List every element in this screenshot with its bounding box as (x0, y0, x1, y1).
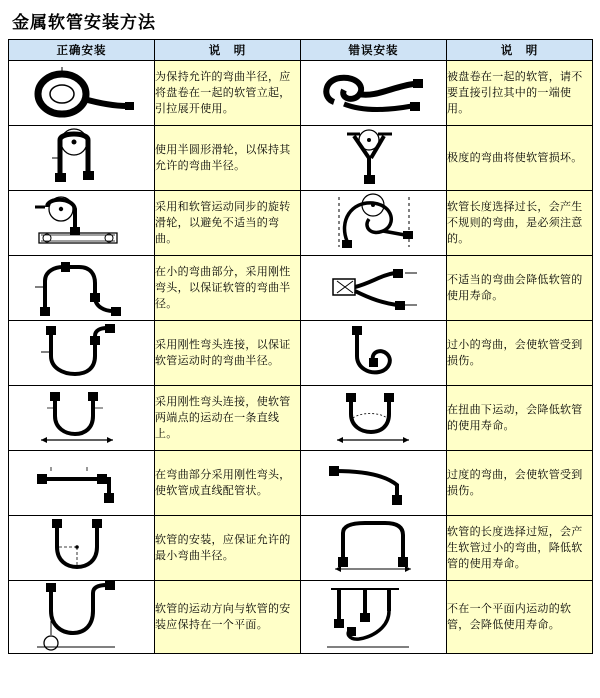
rigid-elbow-connection-figure (9, 321, 155, 386)
header-wrong-description: 说 明 (447, 40, 593, 61)
synchronized-rotating-pulley-figure (9, 191, 155, 256)
coiled-hose-roll-figure (9, 61, 155, 126)
description-cell: 软管的长度选择过短，会产生软管过小的弯曲，降低软管的使用寿命。 (447, 516, 593, 581)
table-row (9, 386, 593, 451)
rigid-elbow-small-bend-figure (9, 256, 155, 321)
header-wrong-installation: 错误安装 (301, 40, 447, 61)
semicircular-pulley-figure (9, 126, 155, 191)
description-cell: 被盘卷在一起的软管，请不要直接引拉其中的一端使用。 (447, 61, 593, 126)
sharp-bend-pulley-figure (301, 126, 447, 191)
description-cell: 采用和软管运动同步的旋转滑轮，以避免不适当的弯曲。 (155, 191, 301, 256)
description-cell: 为保持允许的弯曲半径，应将盘卷在一起的软管立起，引拉展开使用。 (155, 61, 301, 126)
elbow-straight-piping-figure (9, 451, 155, 516)
description-cell: 极度的弯曲将使软管损坏。 (447, 126, 593, 191)
header-correct-installation: 正确安装 (9, 40, 155, 61)
table-row (9, 126, 593, 191)
description-cell: 过小的弯曲，会使软管受到损伤。 (447, 321, 593, 386)
description-cell: 在小的弯曲部分，采用刚性弯头，以保证软管的弯曲半径。 (155, 256, 301, 321)
table-row (9, 256, 593, 321)
description-cell: 采用刚性弯头连接，以保证软管运动时的弯曲半径。 (155, 321, 301, 386)
table-row (9, 516, 593, 581)
coiled-hose-pulled-figure (301, 61, 447, 126)
improper-bend-figure (301, 256, 447, 321)
description-cell: 不适当的弯曲会降低软管的使用寿命。 (447, 256, 593, 321)
too-small-bend-figure (301, 321, 447, 386)
installation-methods-table (8, 39, 593, 654)
too-long-hose-pulley-figure (301, 191, 447, 256)
same-plane-motion-figure (9, 581, 155, 654)
description-cell: 不在一个平面内运动的软管，会降低使用寿命。 (447, 581, 593, 654)
straight-line-motion-figure (9, 386, 155, 451)
description-cell: 过度的弯曲，会使软管受到损伤。 (447, 451, 593, 516)
minimum-bend-radius-figure (9, 516, 155, 581)
description-cell: 采用刚性弯头连接，使软管两端点的运动在一条直线上。 (155, 386, 301, 451)
description-cell: 软管的运动方向与软管的安装应保持在一个平面。 (155, 581, 301, 654)
too-long-hose-bend-figure (301, 516, 447, 581)
description-cell: 在弯曲部分采用刚性弯头，使软管成直线配管状。 (155, 451, 301, 516)
torsion-motion-figure (301, 386, 447, 451)
description-cell: 软管的安装，应保证允许的最小弯曲半径。 (155, 516, 301, 581)
page-title: 金属软管安装方法 (12, 13, 156, 33)
out-of-plane-motion-figure (301, 581, 447, 654)
header-correct-description: 说 明 (155, 40, 301, 61)
table-row (9, 581, 593, 654)
table-row (9, 321, 593, 386)
excessive-bend-figure (301, 451, 447, 516)
description-cell: 软管长度选择过长，会产生不规则的弯曲，是必须注意的。 (447, 191, 593, 256)
description-cell: 在扭曲下运动，会降低软管的使用寿命。 (447, 386, 593, 451)
table-header-row (9, 40, 593, 61)
table-row (9, 451, 593, 516)
description-cell: 使用半圆形滑轮，以保持其允许的弯曲半径。 (155, 126, 301, 191)
table-row (9, 191, 593, 256)
table-row (9, 61, 593, 126)
